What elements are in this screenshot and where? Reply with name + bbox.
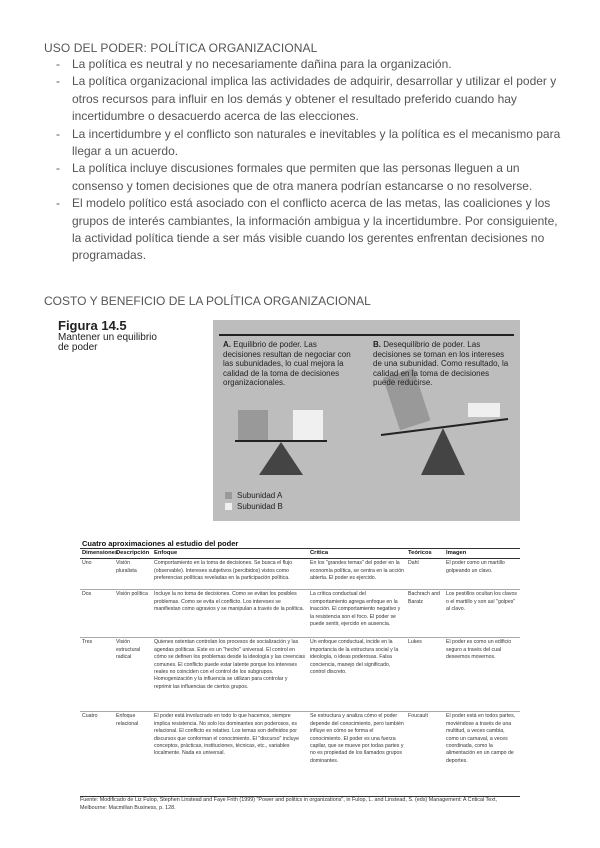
table-cell: El poder como un martillo golpeando un clavo.	[444, 559, 520, 590]
legend-swatch-b	[225, 503, 232, 510]
legend-swatch-a	[225, 492, 232, 499]
table-cell: Dos	[80, 590, 114, 638]
table-cell: Uno	[80, 559, 114, 590]
fulcrum-a	[259, 442, 303, 475]
legend-item-b	[237, 501, 283, 512]
table-cell: Lukes	[406, 638, 444, 712]
bullet-text: La política incluye discusiones formales que permiten que las personas lleguen a un consenso y tomen decisiones que de otra manera podrían estancarse o no resolverse.	[72, 161, 533, 193]
table-source-note: Fuente: Modificado de Liz Fulop, Stephen Linstead and Faye Frith (1999) "Power and politics in organizations", in Fulop, L. and Linstead, S. (eds) Management: A Critical Text, Melbourne: Macmillan Business, p. 128.	[80, 797, 497, 811]
table-cell: La crítica conductual del comportamiento agrega enfoque en la inacción. El comportamiento negativo y la resistencia son el foco. El poder se puede sentir, ejercido en ausencia.	[308, 590, 406, 638]
panel-a-label: A.	[223, 340, 231, 349]
fulcrum-b	[421, 428, 465, 475]
table-cell: Cuatro	[80, 712, 114, 797]
section-heading-costo-beneficio: COSTO Y BENEFICIO DE LA POLÍTICA ORGANIZACIONAL	[44, 294, 371, 308]
bullet-text: La política organizacional implica las actividades de adquirir, desarrollar y utilizar el poder y otros recursos para influir en los demás y obtener el resultado preferido cuando hay incertidumbre o desacuerdo acerca de las elecciones.	[72, 74, 557, 124]
bullet-list	[50, 56, 570, 265]
column-header: Enfoque	[152, 549, 308, 559]
table-title: Cuatro aproximaciones al estudio del poder	[82, 539, 239, 548]
bullet-item	[50, 56, 570, 73]
bullet-text: El modelo político está asociado con el conflicto acerca de las metas, las coaliciones y los grupos de interés cambiantes, la información ambigua y la incertidumbre. Por consiguiente, la actividad política tiende a ser más visible cuando los gerentes enfrentan decisiones no programadas.	[72, 196, 558, 263]
figure-title: Mantener un equilibrio de poder	[58, 332, 157, 353]
figure-number: Figura 14.5	[58, 318, 127, 333]
table-cell: Los pestillos ocultan los clavos o el martillo y son así "golpes" al clavo.	[444, 590, 520, 638]
bullet-item	[50, 73, 570, 125]
panel-b-text: Desequilibrio de poder. Las decisiones se toman en los intereses de una subunidad. Como resultado, la calidad en la toma de decisiones puede reducirse.	[373, 340, 509, 388]
table-cell: Incluye la no toma de decisiones. Como se evitan los posibles problemas. Como se evita el conflicto. Los intereses se manifiestan como agravios y se manipulan a través de la política.	[152, 590, 308, 638]
table-cell: Tres	[80, 638, 114, 712]
figure-panel	[213, 320, 520, 521]
bullet-text: La incertidumbre y el conflicto son naturales e inevitables y la política es el mecanismo para llegar a un acuerdo.	[72, 126, 561, 159]
legend-label-a: Subunidad A	[237, 491, 283, 500]
section-heading-uso-del-poder: USO DEL PODER: POLÍTICA ORGANIZACIONAL	[44, 41, 318, 55]
table-cell: El poder es como un edificio seguro a través del cual deseemos movernos.	[444, 638, 520, 712]
bullet-text: La política es neutral y no necesariamente dañina para la organización.	[72, 57, 452, 71]
bullet-marker: -	[56, 196, 60, 211]
balance-beam-a	[235, 440, 327, 442]
bullet-marker: -	[56, 161, 60, 176]
bullet-marker: -	[56, 74, 60, 89]
table-cell: Enfoque relacional	[114, 712, 152, 797]
table-cell: El poder está en todos partes, moviéndose a través de una multitud, a veces cambia, como un carnaval, a veces coordinada, como la alimentación en un campo de deportes.	[444, 712, 520, 797]
panel-b-label: B.	[373, 340, 381, 349]
table-cell: En los "grandes temas" del poder en la economía política, se centra en la acción abierta. El poder es ejercido.	[308, 559, 406, 590]
table-cell: Visión estructural radical	[114, 638, 152, 712]
column-header: Crítica	[308, 549, 406, 559]
table-cell: Visión política	[114, 590, 152, 638]
bullet-item	[50, 126, 570, 161]
column-header: Imagen	[444, 549, 520, 559]
panel-top-rule	[219, 334, 514, 336]
table-cell: Comportamiento en la toma de decisiones. Se busca el flujo (observable). Intereses subjetivos (percibidos) vistos como preferencias políticas reveladas en la participación política.	[152, 559, 308, 590]
table-row	[80, 559, 520, 590]
table-row	[80, 712, 520, 797]
table-cell: Dahl	[406, 559, 444, 590]
subunit-b-block-right	[468, 403, 500, 417]
bullet-item	[50, 195, 570, 265]
table-cell: Quienes ostentan controlan los procesos de socialización y las agendas políticas. Este es un "hecho" universal. El control en cómo se definen los problemas desde la ideología y las creencias comunes. El conflicto puede estar latente porque los intereses reales no coinciden con el control de los subgrupos. Homogenización y la influencia se utilizan para controlar y reprimir las influencias de ciertos grupos.	[152, 638, 308, 712]
table-cell: El poder está involucrado en todo lo que hacemos, siempre implica resistencia. No solo los dominantes son poderosos, es relacional. El conflicto es relativo. Los temas son definidos por discursos que conforman el conocimiento. El "discurso" incluye conceptos, prácticas, instituciones, técnicas, etc., variables localmente. Nada es universal.	[152, 712, 308, 797]
subunit-a-block-left	[238, 410, 268, 440]
table-row	[80, 590, 520, 638]
figure-legend	[237, 490, 283, 512]
table-header-row	[80, 549, 520, 559]
subunit-b-block-left	[293, 410, 323, 440]
table-cell: Visión pluralista	[114, 559, 152, 590]
legend-label-b: Subunidad B	[237, 502, 283, 511]
column-header: Dimensiones	[80, 549, 114, 559]
approaches-table	[80, 548, 520, 797]
figure-caption	[58, 318, 168, 353]
table-cell: Un enfoque conductual, incide en la importancia de la estructura social y la ideología, o ideas poderosas. Falsa conciencia, manejo del significado, control discreto.	[308, 638, 406, 712]
table-cell: Se estructura y analiza cómo el poder depende del conocimiento, pero también influye en cómo se forma el conocimiento. El poder es una fuerza capilar, que se mueve por todas partes y no es propiedad de los llamados grupos dominantes.	[308, 712, 406, 797]
table-cell: Bachrach and Baratz	[406, 590, 444, 638]
table-row	[80, 638, 520, 712]
column-header: Teóricos	[406, 549, 444, 559]
panel-b-caption	[373, 340, 513, 388]
bullet-marker: -	[56, 126, 60, 141]
table-cell: Foucault	[406, 712, 444, 797]
panel-a-caption	[223, 340, 353, 388]
panel-a-text: Equilibrio de poder. Las decisiones resultan de negociar con las subunidades, lo cual mejora la calidad de la toma de decisiones organizacionales.	[223, 340, 351, 388]
bullet-marker: -	[56, 57, 60, 71]
column-header: Descripción	[114, 549, 152, 559]
legend-item-a	[237, 490, 283, 501]
bullet-item	[50, 160, 570, 195]
